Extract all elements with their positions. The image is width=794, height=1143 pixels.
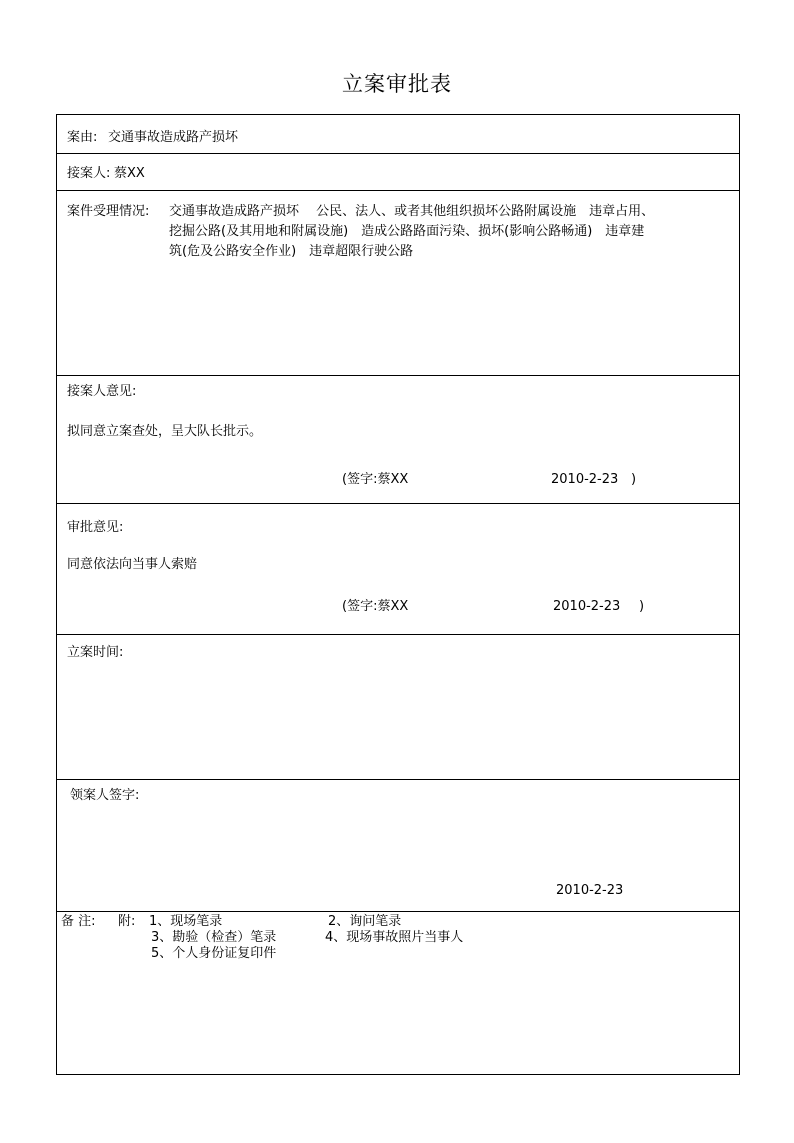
case-reason-value: 交通事故造成路产损坏 bbox=[108, 130, 239, 145]
acceptance-line-2: 挖掘公路(及其用地和附属设施) 造成公路路面污染、损坏(影响公路畅通) 违章建 bbox=[169, 224, 645, 239]
receiver-value: 蔡XX bbox=[114, 166, 145, 181]
page-title: 立案审批表 bbox=[342, 72, 452, 96]
acceptance-line-1: 交通事故造成路产损坏 公民、法人、或者其他组织损坏公路附属设施 违章占用、 bbox=[169, 204, 655, 219]
remarks-item-4: 4、现场事故照片当事人 bbox=[325, 930, 464, 945]
approval-opinion-label: 审批意见: bbox=[67, 520, 124, 535]
remarks-label: 备 注: bbox=[61, 914, 96, 929]
approval-opinion-text: 同意依法向当事人索赔 bbox=[67, 557, 198, 572]
approval-opinion-close: ) bbox=[639, 599, 645, 614]
approval-opinion-date: 2010-2-23 bbox=[553, 599, 621, 614]
case-reason-row bbox=[57, 115, 739, 154]
approval-signature: (签字:蔡XX bbox=[342, 599, 409, 614]
approval-opinion-row bbox=[57, 504, 739, 635]
filing-time-row bbox=[57, 635, 739, 780]
receiver-opinion-close: ) bbox=[631, 472, 637, 487]
remarks-item-2: 2、询问笔录 bbox=[328, 914, 402, 929]
collector-signature-row bbox=[57, 780, 739, 912]
remarks-row bbox=[57, 912, 739, 1074]
remarks-item-3: 3、勘验（检查）笔录 bbox=[151, 930, 277, 945]
filing-time-label: 立案时间: bbox=[67, 645, 124, 660]
receiver-signature: (签字:蔡XX bbox=[342, 472, 409, 487]
case-reason-label: 案由: bbox=[67, 130, 98, 145]
acceptance-label: 案件受理情况: bbox=[67, 204, 150, 219]
remarks-item-1: 1、现场笔录 bbox=[149, 914, 223, 929]
collector-signature-label: 领案人签字: bbox=[70, 788, 140, 803]
receiver-opinion-label: 接案人意见: bbox=[67, 384, 137, 399]
remarks-item-5: 5、个人身份证复印件 bbox=[151, 946, 277, 961]
receiver-opinion-row bbox=[57, 376, 739, 504]
remarks-prefix: 附: bbox=[118, 914, 136, 929]
acceptance-row bbox=[57, 191, 739, 376]
collector-signature-date: 2010-2-23 bbox=[556, 883, 624, 898]
receiver-label: 接案人: bbox=[67, 166, 111, 181]
receiver-opinion-date: 2010-2-23 bbox=[551, 472, 619, 487]
approval-form bbox=[56, 114, 740, 1075]
acceptance-line-3: 筑(危及公路安全作业) 违章超限行驶公路 bbox=[169, 244, 414, 259]
receiver-row bbox=[57, 154, 739, 191]
receiver-opinion-text: 拟同意立案查处，呈大队长批示。 bbox=[67, 424, 263, 439]
